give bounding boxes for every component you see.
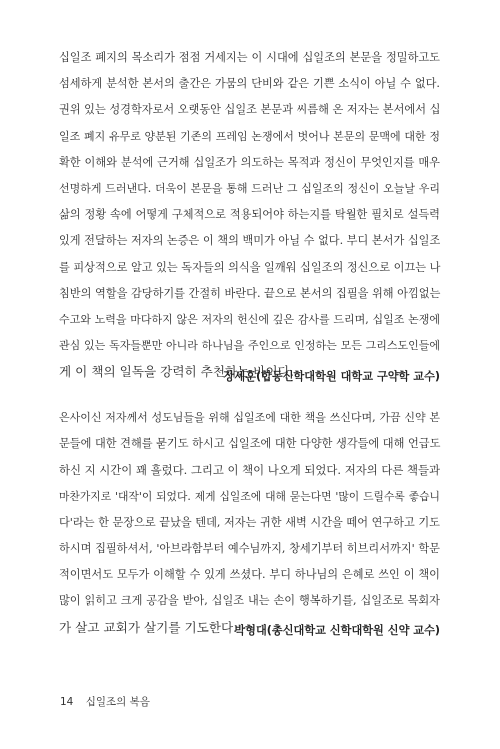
endorsement-2-text xyxy=(59,405,440,641)
endorsement-2-signature: 박형대(총신대학교 신학대학원 신약 교수) xyxy=(234,624,440,637)
page-footer xyxy=(60,694,150,709)
text-line: 적이면서도 모두가 이해할 수 있게 쓰셨다. 부디 하나님의 은혜로 쓰인 이 책이 xyxy=(59,568,440,582)
text-line: 십일조 폐지의 목소리가 점점 거세지는 이 시대에 십일조의 본문을 정밀하고도 xyxy=(59,51,440,64)
text-line: 수고와 노력을 마다하지 않은 저자의 헌신에 깊은 감사를 드리며, 십일조 논쟁에 xyxy=(59,313,440,327)
text-line: 침반의 역할을 감당하기를 간절히 바란다. 끝으로 본서의 집필을 위해 아낌없는 xyxy=(59,286,441,300)
text-line: 은사이신 저자께서 성도님들을 위해 십일조에 대한 책을 쓰신다며, 가끔 신약 본 xyxy=(59,411,440,424)
text-line: 많이 읽히고 크게 공감을 받아, 십일조 내는 손이 행복하기를, 십일조로 목회자 xyxy=(59,594,440,608)
text-line: 문들에 대한 견해를 묻기도 하시고 십일조에 대한 다양한 생각들에 대해 언급도 xyxy=(59,437,441,451)
text-line: 있게 전달하는 저자의 논증은 이 책의 백미가 아닐 수 없다. 부디 본서가 십일조 xyxy=(59,234,441,248)
text-line: 마찬가지로 '대작'이 되었다. 제게 십일조에 대해 묻는다면 '많이 드릴수록 좋습니 xyxy=(59,489,440,503)
text-line: 를 피상적으로 알고 있는 독자들의 의식을 일깨워 십일조의 정신으로 이끄는 나 xyxy=(59,260,441,274)
text-line: 하시며 집필하셔서, '아브라함부터 예수님까지, 창세기부터 히브리서까지' 학문 xyxy=(59,542,440,556)
text-line: 일조 폐지 유무로 양분된 기존의 프레임 논쟁에서 벗어나 본문의 문맥에 대한 정 xyxy=(59,129,440,143)
text-line: 선명하게 드러낸다. 더욱이 본문을 통해 드러난 그 십일조의 정신이 오늘날 우리 xyxy=(59,182,440,196)
text-line: 가 살고 교회가 살기를 기도한다. xyxy=(59,619,238,635)
text-line: 다'라는 한 문장으로 끝났을 텐데, 저자는 귀한 새벽 시간을 떼어 연구하고 기도 xyxy=(59,515,440,529)
text-line: 관심 있는 독자들뿐만 아니라 하나님을 주인으로 인정하는 모든 그리스도인들에 xyxy=(59,339,440,353)
text-line: 게 이 책의 일독을 강력히 추천하는 바이다. xyxy=(59,364,294,380)
running-title: 십일조의 복음 xyxy=(85,696,150,708)
text-line: 하신 지 시간이 꽤 흘렀다. 그리고 이 책이 나오게 되었다. 저자의 다른 책들과 xyxy=(59,463,440,478)
text-line: 삶의 정황 속에 어떻게 구체적으로 적용되어야 하는지를 탁월한 필치로 설득력 xyxy=(59,208,440,222)
endorsement-1-signature: 장세훈(합동신학대학원 대학교 구약학 교수) xyxy=(223,370,440,383)
text-line: 확한 이해와 분석에 근거해 십일조가 의도하는 목적과 정신이 무엇인지를 매우 xyxy=(59,155,440,169)
text-line: 권위 있는 성경학자로서 오랫동안 십일조 본문과 씨름해 온 저자는 본서에서 십 xyxy=(59,103,441,117)
page-number: 14 xyxy=(60,696,74,708)
text-line: 섬세하게 분석한 본서의 출간은 가뭄의 단비와 같은 기쁜 소식이 아닐 수 없다. xyxy=(59,77,440,91)
endorsement-1-text xyxy=(59,45,440,386)
